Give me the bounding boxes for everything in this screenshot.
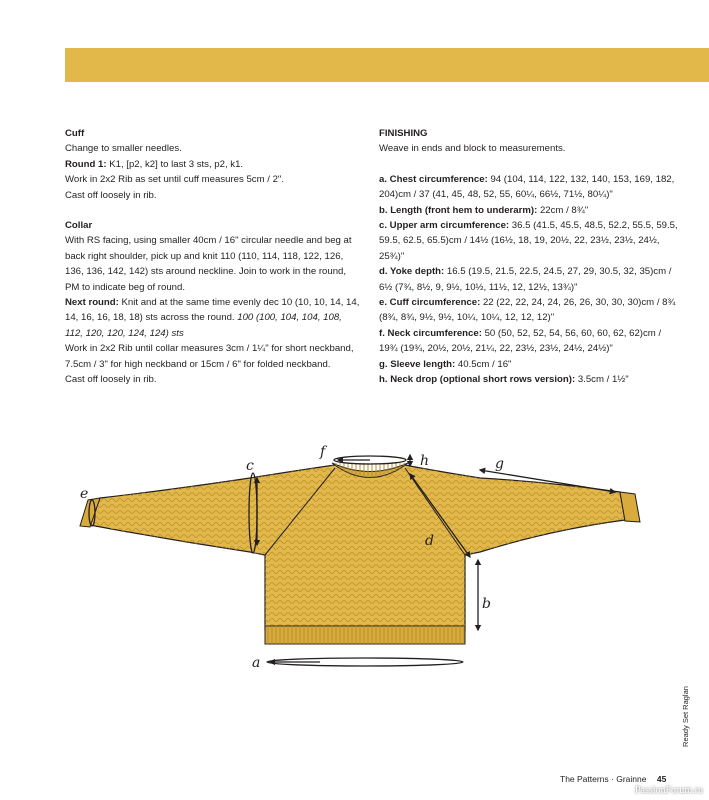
collar-paragraph-2: Work in 2x2 Rib until collar measures 3cm / 1¼" for short neckband, 7.5cm / 3" for high neckband or 15cm / 6" for folded neckband. bbox=[65, 343, 354, 370]
measurement-e-value: 22 (22, 22, 24, 24, 26, 26, 30, 30, 30)cm / 8¾ (8¾, 8¾, 9½, 9½, 10¼, 10¼, 12, 12, 12)" bbox=[379, 297, 676, 324]
collar-next-round bbox=[65, 295, 360, 341]
measurement-f-value: 50 (50, 52, 52, 54, 56, 60, 60, 62, 62)cm / 19¾ (19¾, 20½, 20½, 21¼, 22, 23½, 23½, 24½, 24½)" bbox=[379, 327, 662, 355]
measurement-e-label: e. Cuff circumference: bbox=[379, 297, 481, 309]
label-b: b bbox=[482, 596, 491, 612]
collar-heading: Collar bbox=[65, 220, 93, 232]
measurement-g bbox=[379, 357, 679, 372]
next-round-stitch-count: 100 (100, 104, 104, 108, 112, 120, 120, 124, 124) sts bbox=[65, 312, 342, 339]
watermark: PassionForum.ru bbox=[634, 785, 703, 796]
measurement-d-label: d. Yoke depth: bbox=[379, 266, 445, 278]
right-column bbox=[379, 126, 679, 388]
measurement-e bbox=[379, 295, 679, 326]
measurement-h-label: h. Neck drop (optional short rows version): bbox=[379, 374, 576, 386]
measurement-f bbox=[379, 326, 679, 357]
sweater-body bbox=[80, 463, 640, 644]
round-1-text: K1, [p2, k2] to last 3 sts, p2, k1. bbox=[106, 158, 244, 170]
round-1-label: Round 1: bbox=[65, 158, 107, 170]
footer-text: The Patterns · Grainne bbox=[560, 774, 647, 784]
collar-paragraph-3: Cast off loosely in rib. bbox=[65, 374, 157, 386]
measurement-a-label: a. Chest circumference: bbox=[379, 173, 488, 185]
cuff-line-3: Work in 2x2 Rib as set until cuff measures 5cm / 2". bbox=[65, 174, 284, 186]
finishing-heading: FINISHING bbox=[379, 128, 428, 139]
measurement-c-label: c. Upper arm circumference: bbox=[379, 220, 510, 232]
label-a: a bbox=[252, 655, 261, 671]
measurement-f-label: f. Neck circumference: bbox=[379, 327, 482, 339]
page-footer bbox=[560, 774, 700, 784]
next-round-text: Knit and at the same time evenly dec 10 (10, 10, 14, 14, 14, 16, 16, 18, 18) sts across the round. bbox=[65, 297, 360, 324]
label-g: g bbox=[495, 456, 504, 472]
measurement-h-value: 3.5cm / 1½" bbox=[575, 374, 629, 386]
cuff-round-1 bbox=[65, 157, 360, 172]
sweater-schematic bbox=[70, 430, 660, 680]
measurement-c bbox=[379, 218, 679, 264]
measurement-b bbox=[379, 203, 679, 218]
collar-paragraph-1: With RS facing, using smaller 40cm / 16" circular needle and beg at back right shoulder, pick up and knit 110 (110, 114, 118, 122, 126, 136, 136, 142, 142) sts around neckline. Join to work in the round, PM to indicate beg of round. bbox=[65, 235, 352, 293]
next-round-label: Next round: bbox=[65, 297, 119, 309]
finishing-intro: Weave in ends and block to measurements. bbox=[379, 143, 566, 155]
measurement-c-value: 36.5 (41.5, 45.5, 48.5, 52.2, 55.5, 59.5, 59.5, 62.5, 65.5)cm / 14½ (16½, 18, 19, 20½, 22, 23½, 23½, 24½, 25¾)" bbox=[379, 220, 678, 262]
left-column bbox=[65, 126, 360, 388]
measurement-d bbox=[379, 264, 679, 295]
cuff-heading: Cuff bbox=[65, 128, 85, 139]
measurement-b-value: 22cm / 8¾" bbox=[537, 204, 589, 216]
measurement-h bbox=[379, 372, 679, 387]
measurement-a-value: 94 (104, 114, 122, 132, 140, 153, 169, 182, 204)cm / 37 (41, 45, 48, 52, 55, 60¼, 66½, 71½, 80¼)" bbox=[379, 173, 675, 201]
measurement-b-label: b. Length (front hem to underarm): bbox=[379, 204, 538, 216]
label-f: f bbox=[320, 444, 326, 460]
measurement-g-label: g. Sleeve length: bbox=[379, 358, 456, 370]
measurement-a bbox=[379, 172, 679, 203]
measurement-d-value: 16.5 (19.5, 21.5, 22.5, 24.5, 27, 29, 30.5, 32, 35)cm / 6½ (7¾, 8½, 9, 9½, 10½, 11½, 12, 12½, 13¾)" bbox=[379, 266, 672, 293]
side-label-text: Ready Set Raglan bbox=[680, 686, 690, 747]
label-h: h bbox=[420, 453, 430, 469]
cuff-line-1: Change to smaller needles. bbox=[65, 143, 182, 155]
cuff-line-4: Cast off loosely in rib. bbox=[65, 189, 157, 201]
label-e: e bbox=[80, 486, 89, 502]
header-banner bbox=[65, 48, 709, 82]
side-label bbox=[667, 686, 707, 750]
label-d: d bbox=[425, 533, 434, 549]
page-number: 45 bbox=[656, 774, 667, 784]
measurement-g-value: 40.5cm / 16" bbox=[455, 358, 512, 370]
label-c: c bbox=[246, 458, 254, 474]
